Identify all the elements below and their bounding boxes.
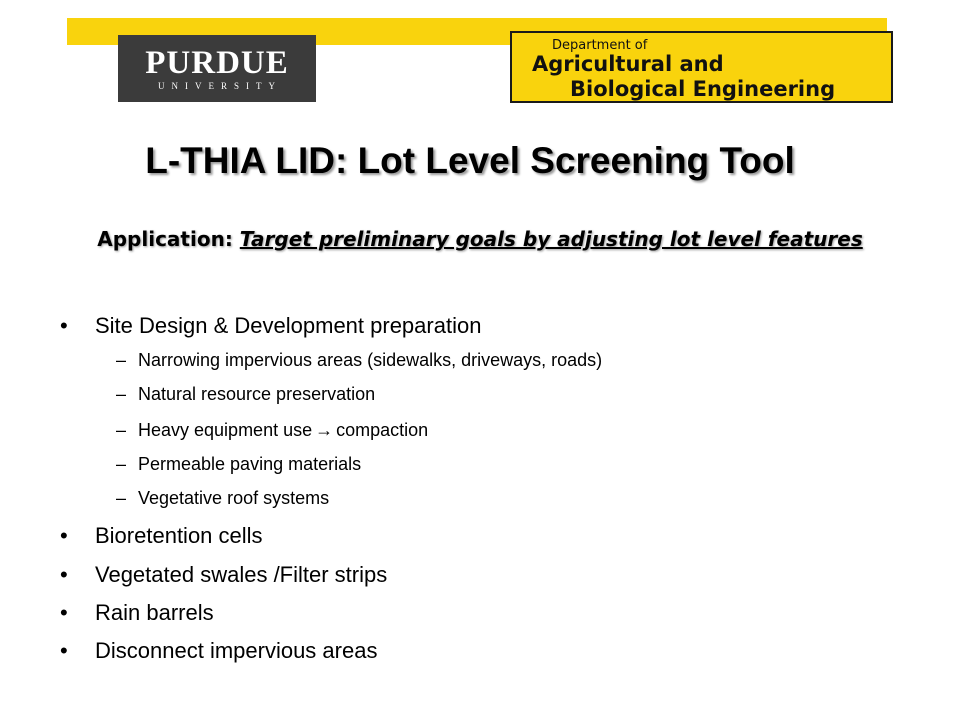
- subbullet-permeable: [116, 454, 361, 475]
- bullet-text: Disconnect impervious areas: [95, 638, 378, 663]
- dash-glyph: –: [116, 384, 127, 404]
- dash-glyph: –: [116, 420, 127, 440]
- subbullet-text-after: compaction: [336, 420, 429, 440]
- bullet-site-design: [60, 313, 481, 339]
- purdue-logo-subtitle: UNIVERSITY: [158, 80, 282, 91]
- purdue-logo-name: PURDUE: [145, 44, 289, 81]
- bullet-glyph: •: [60, 523, 68, 548]
- subbullet-text: Natural resource preservation: [138, 384, 376, 404]
- subbullet-text: Permeable paving materials: [138, 454, 362, 474]
- bullet-rain-barrels: [60, 600, 214, 626]
- bullet-text: Vegetated swales /Filter strips: [95, 562, 388, 587]
- department-of-label: Department of: [552, 38, 648, 53]
- subbullet-text: Heavy equipment use: [138, 420, 313, 440]
- slide-title: L-THIA LID: Lot Level Screening Tool: [145, 140, 795, 181]
- bullet-text: Site Design & Development preparation: [95, 313, 482, 338]
- bullet-swales: [60, 562, 387, 588]
- arrow-right-icon: →: [315, 420, 334, 440]
- bullet-glyph: •: [60, 562, 68, 587]
- bullet-text: Bioretention cells: [95, 523, 263, 548]
- application-emphasis: Target preliminary goals by adjusting lot level features: [239, 227, 863, 251]
- application-prefix: Application:: [97, 227, 240, 251]
- subbullet-vegetative-roof: [116, 488, 329, 509]
- bullet-glyph: •: [60, 313, 68, 338]
- subbullet-heavy-equipment: [116, 420, 428, 441]
- dash-glyph: –: [116, 454, 127, 474]
- dash-glyph: –: [116, 488, 127, 508]
- subbullet-narrowing: [116, 350, 602, 371]
- department-name-line2: Biological Engineering: [570, 77, 836, 101]
- bullet-bioretention: [60, 523, 263, 549]
- bullet-glyph: •: [60, 638, 68, 663]
- subbullet-text: Narrowing impervious areas (sidewalks, driveways, roads): [138, 350, 603, 370]
- subbullet-natural: [116, 384, 375, 405]
- dash-glyph: –: [116, 350, 127, 370]
- bullet-disconnect: [60, 638, 377, 664]
- department-name-line1: Agricultural and: [532, 52, 724, 76]
- bullet-text: Rain barrels: [95, 600, 214, 625]
- subbullet-text: Vegetative roof systems: [138, 488, 330, 508]
- bullet-glyph: •: [60, 600, 68, 625]
